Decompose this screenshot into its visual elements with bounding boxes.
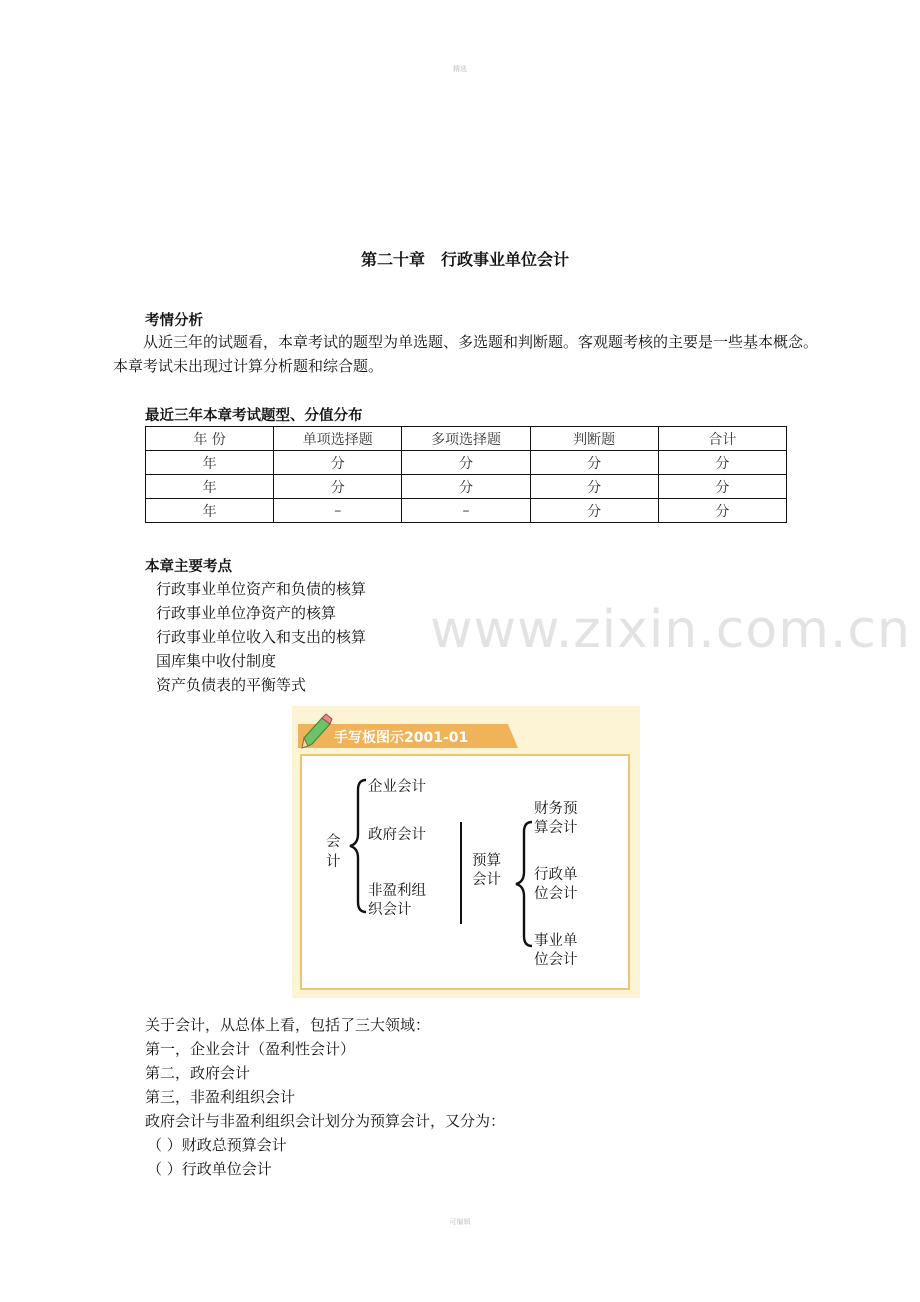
table-cell: 分 <box>274 475 402 499</box>
table-cell: 年 <box>146 475 274 499</box>
right-child-label: 事业单位会计 <box>534 933 578 968</box>
exam-analysis-text: 从近三年的试题看，本章考试的题型为单选题、多选题和判断题。客观题考核的主要是一些基本概念。本章考试未出现过计算分析题和综合题。 <box>113 333 819 375</box>
left-child-label: 政府会计 <box>368 827 426 843</box>
handwriting-board-figure <box>292 706 640 998</box>
figure-tab-label: 手写板图示2001-01 <box>334 730 469 746</box>
chapter-title: 第二十章 行政事业单位会计 <box>360 250 569 269</box>
divider <box>460 822 462 924</box>
left-root-label: 会计 <box>326 834 341 870</box>
table-cell: 分 <box>274 451 402 475</box>
right-child-label: 行政单位会计 <box>534 867 578 902</box>
table-row <box>146 451 787 475</box>
list-item: 国库集中收付制度 <box>156 652 277 670</box>
table-cell: 分 <box>658 451 786 475</box>
right-brace-icon <box>512 818 536 950</box>
table-header-cell: 单项选择题 <box>274 427 402 451</box>
body-line: 第二，政府会计 <box>145 1064 251 1082</box>
figure-panel <box>300 754 630 990</box>
distribution-table <box>145 426 787 523</box>
table-cell: 分 <box>402 475 530 499</box>
body-line: 关于会计，从总体上看，包括了三大领域： <box>145 1016 431 1034</box>
table-header-cell: 多项选择题 <box>402 427 530 451</box>
table-cell: 分 <box>402 451 530 475</box>
left-child-label: 非盈利组织会计 <box>368 883 426 918</box>
table-cell: 分 <box>658 499 786 523</box>
table-cell: – <box>402 499 530 523</box>
table-cell: 年 <box>146 451 274 475</box>
right-root-label: 预算会计 <box>472 853 501 888</box>
footer-mark: 可编辑 <box>449 1218 471 1226</box>
table-cell: – <box>274 499 402 523</box>
table-header-cell: 合计 <box>658 427 786 451</box>
body-line: 第一，企业会计（盈利性会计） <box>145 1040 356 1058</box>
list-item: 行政事业单位资产和负债的核算 <box>156 580 367 598</box>
table-row <box>146 499 787 523</box>
body-line: 政府会计与非盈利组织会计划分为预算会计，又分为： <box>145 1112 506 1130</box>
table-cell: 分 <box>530 451 658 475</box>
left-brace-icon <box>346 776 370 916</box>
table-header-row <box>146 427 787 451</box>
table-cell: 分 <box>530 499 658 523</box>
left-child-label: 企业会计 <box>368 779 426 795</box>
key-points-heading: 本章主要考点 <box>145 559 232 575</box>
watermark: www.zixin.com.cn <box>430 600 911 660</box>
header-mark: 精选 <box>453 65 467 73</box>
list-item: 行政事业单位净资产的核算 <box>156 604 337 622</box>
table-cell: 分 <box>658 475 786 499</box>
exam-analysis-heading: 考情分析 <box>145 313 203 329</box>
table-header-cell: 年 份 <box>146 427 274 451</box>
distribution-heading: 最近三年本章考试题型、分值分布 <box>145 408 363 424</box>
list-item: 行政事业单位收入和支出的核算 <box>156 628 367 646</box>
table-cell: 年 <box>146 499 274 523</box>
body-line: （ ）财政总预算会计 <box>147 1136 287 1154</box>
body-line: （ ）行政单位会计 <box>147 1160 272 1178</box>
table-row <box>146 475 787 499</box>
list-item: 资产负债表的平衡等式 <box>156 676 307 694</box>
table-header-cell: 判断题 <box>530 427 658 451</box>
table-cell: 分 <box>530 475 658 499</box>
pencil-icon <box>300 712 334 750</box>
body-line: 第三，非盈利组织会计 <box>145 1088 296 1106</box>
right-child-label: 财务预算会计 <box>534 801 578 836</box>
